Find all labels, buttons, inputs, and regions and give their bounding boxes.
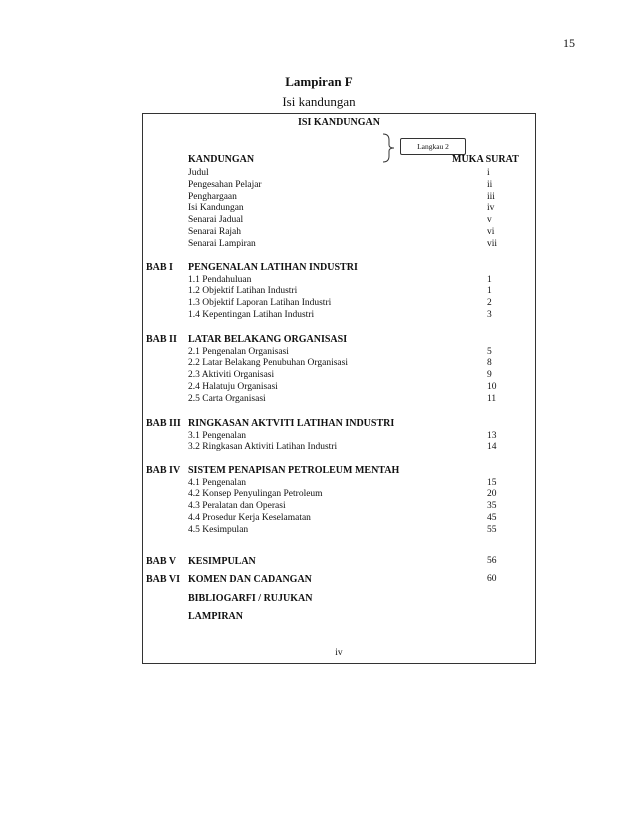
toc-entry-text: 1.2 Objektif Latihan Industri (188, 286, 298, 297)
toc-entry-text: Senarai Jadual (188, 215, 244, 226)
toc-entry-page: 5 (487, 346, 492, 357)
toc-entry-page: iii (487, 191, 495, 202)
toc-entry-page: vi (487, 227, 495, 237)
toc-entry-text: 2.2 Latar Belakang Penubuhan Organisasi (188, 358, 348, 369)
toc-entry-text: Penghargaan (188, 191, 237, 202)
toc-entry-page: vii (487, 238, 498, 249)
toc-entry-text: 2.1 Pengenalan Organisasi (188, 346, 289, 357)
chapter-label: BAB II (146, 334, 177, 345)
column-header-muka-surat: MUKA SURAT (452, 154, 519, 165)
toc-footer-page-number: iv (335, 648, 343, 658)
toc-entry-text: 2.3 Aktiviti Organisasi (188, 370, 275, 381)
toc-entry-page: 1 (487, 286, 492, 297)
page-number: 15 (563, 36, 575, 50)
toc-entry-page: 15 (487, 477, 497, 488)
chapter-label: BAB I (146, 262, 173, 273)
toc-entry-page: 20 (487, 489, 497, 500)
chapter-page: 56 (487, 556, 497, 566)
toc-entry-page: v (487, 215, 492, 226)
chapter-title: KESIMPULAN (188, 556, 256, 567)
lampiran-title: Lampiran F (285, 74, 353, 89)
toc-entry-text: 4.5 Kesimpulan (188, 524, 249, 535)
toc-entry-page: 55 (487, 524, 497, 535)
toc-entry-page: i (487, 168, 490, 178)
toc-entry-page: 3 (487, 309, 492, 320)
toc-title: ISI KANDUNGAN (298, 117, 380, 128)
chapter-title: KOMEN DAN CADANGAN (188, 574, 312, 585)
chapter-label: BAB IV (146, 465, 181, 476)
toc-entry-text: Senarai Rajah (188, 227, 242, 237)
toc-entry-text: 4.2 Konsep Penyulingan Petroleum (188, 489, 323, 500)
lampiran-subtitle: Isi kandungan (282, 94, 356, 109)
toc-entry-page: iv (487, 203, 495, 214)
toc-entry-text: 1.1 Pendahuluan (188, 274, 252, 285)
chapter-label: BAB VI (146, 574, 180, 585)
toc-entry-page: 45 (487, 512, 497, 523)
toc-entry-page: ii (487, 179, 493, 190)
chapter-label: BAB III (146, 418, 181, 429)
toc-entry-text: 3.2 Ringkasan Aktiviti Latihan Industri (188, 442, 338, 453)
toc-entry-page: 8 (487, 358, 492, 369)
chapter-title: LATAR BELAKANG ORGANISASI (188, 334, 348, 345)
column-header-kandungan: KANDUNGAN (188, 154, 255, 165)
toc-end-item: BIBLIOGARFI / RUJUKAN (188, 593, 313, 604)
toc-entry-text: Isi Kandungan (188, 203, 244, 214)
toc-entry-text: Pengesahan Pelajar (188, 179, 262, 190)
toc-entry-text: 1.4 Kepentingan Latihan Industri (188, 309, 315, 320)
toc-entry-text: 1.3 Objektif Laporan Latihan Industri (188, 298, 332, 309)
toc-entry-page: 35 (487, 501, 497, 512)
chapter-title: SISTEM PENAPISAN PETROLEUM MENTAH (188, 465, 400, 476)
chapter-label: BAB V (146, 556, 177, 567)
toc-entry-page: 11 (487, 393, 497, 404)
toc-entry-page: 1 (487, 274, 492, 285)
toc-entry-text: 3.1 Pengenalan (188, 430, 247, 441)
toc-end-item: LAMPIRAN (188, 611, 243, 622)
toc-entry-page: 13 (487, 430, 497, 441)
toc-entry-page: 14 (487, 442, 497, 453)
toc-entry-text: 4.4 Prosedur Kerja Keselamatan (188, 512, 311, 523)
brace-icon (381, 133, 395, 163)
spacing-callout: Langkau 2 (400, 138, 466, 155)
toc-entry-text: Senarai Lampiran (188, 238, 256, 249)
toc-entry-page: 10 (487, 381, 497, 392)
toc-entry-text: Judul (188, 168, 209, 178)
toc-entry-text: 4.3 Peralatan dan Operasi (188, 501, 286, 512)
chapter-title: RINGKASAN AKTVITI LATIHAN INDUSTRI (188, 418, 395, 429)
chapter-title: PENGENALAN LATIHAN INDUSTRI (188, 262, 358, 273)
toc-entry-text: 2.5 Carta Organisasi (188, 393, 266, 404)
toc-entry-page: 9 (487, 370, 492, 381)
toc-entry-page: 2 (487, 298, 492, 309)
toc-entry-text: 2.4 Halatuju Organisasi (188, 381, 278, 392)
toc-entry-text: 4.1 Pengenalan (188, 477, 247, 488)
chapter-page: 60 (487, 574, 497, 584)
